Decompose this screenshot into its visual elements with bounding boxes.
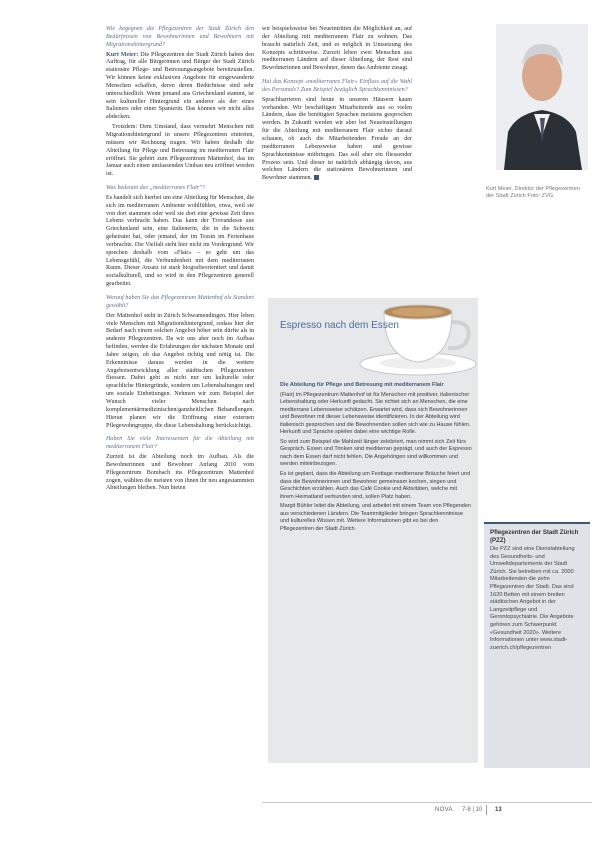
organization-sidebar (484, 522, 590, 768)
answer: Es handelt sich hierbei um eine Abteilung für Menschen, die sich im mediterranen Ambiente wohlfühlen, etwa, weil sie von dort stammen oder weil sie dort eine gewisse Zeit ihres Lebens verbracht haben. Das kann der Trovandesse aus Griechenland sein, eine Italienerin, die in die Schweiz geheiratet hat, oder jemand, der im Tessin im Ferienhaus verbrachte. Die Vielfalt steht hier nicht im Vordergrund. Wir sprechen deshalb vom «Flair» – es geht um das Lebensgefühl, die Verbundenheit mit dem mediterranen Raum. Dieser Ansatz ist stark biografieorientiert und damit sozialkulturell, und so wird in den Pflegezentren generell gearbeitet. (106, 194, 254, 288)
question: Was bedeutet das „mediterranes Flair"? (106, 185, 205, 192)
footer-issue: 7-8 | 10 (462, 807, 483, 813)
box-lead: Die Abteilung für Pflege und Betreuung mit mediterranem Flair (280, 382, 444, 388)
answer: Der Mattenhof steht in Zürich Schwamendingen. Hier leben viele Menschen mit Migrationshintergrund, sodass hier der Bedarf nach einem solchen Angebot höher sein dürfte als in anderen Pflegezentren. Da wir uns aber noch im Aufbau befinden, werden die Erfahrungen der nächsten Monate und Jahre zeigen, ob das Angebot richtig und nötig ist. Die Erkenntnisse daraus werden in die weitere Angebotsentwicklung aller städtischen Pflegezentren fliessen. Dabei geht es nicht nur um kulturelle oder sprachliche Hintergründe, sondern um Lebenshaltungen und um soziale Einbettungen. Nehmen wir zum Beispiel der Wunsch vieler Menschen nach komplementärmedizinischen/ganzheitlichen Behandlungen. Hieran planen wir die Eröffnung einer externen Pflegewohngruppe, die diese Lebenshaltung berücksichtigt. (106, 312, 254, 429)
photo-caption: Kurt Meier, Direktor der Pflegezentren der Stadt Zürich Foto: ZVG (486, 186, 580, 200)
box-title: Espresso nach dem Essen (280, 320, 399, 331)
box-body (280, 382, 472, 535)
box-paragraph: Es ist geplant, dass die Abteilung um Festtage mediterrane Bräuche feiert und dass die Bewohnerinnen und Bewohner gemeinsam kochen, singen und Geschichten erzählen. Auch das Café Cookie und Aktivitäten, welche mit ihrem Heimatland verbunden sind, sollen Platz haben. (280, 471, 471, 500)
question: Hat das Konzept «mediterranes Flair» Einfluss auf die Wahl des Personals? Zum Beispiel bezüglich Sprachkenntnissen? (262, 79, 412, 93)
box-paragraph: (Flair) im Pflegezentrum Mattenhof ist für Menschen mit positiver, italienischer Lebenshaltung oder Herkunft gedacht. Sie richtet sich an Menschen, die eine mediterrane Lebensweise schätzen. Erwartet wird, dass sich Bewohnerinnen und Bewohner mit dieser Lebensweise identifizieren. In der Abteilung wird italienisch gesprochen und die Bewohnenden sollen sich wie zu Hause fühlen. Herkunft und Sprache spielen dabei eine wichtige Rolle. (280, 391, 471, 436)
page-number: 13 (495, 807, 502, 813)
sidebar-title: Pflegezentren der Stadt Zürich (PZZ) (490, 529, 579, 544)
box-paragraph: Margit Bühler leitet die Abteilung, und arbeitet mit einem Team von Pflegenden aus verschiedenen Ländern. Die Teammitglieder bringen Sprachkenntnisse und kulturelles Wissen mit. Weitere Informationen gibt es bei den Pflegezentren der Stadt Zürich. (280, 503, 471, 532)
answer (106, 52, 254, 123)
sidebar-body: Die PZZ sind eine Dienstabteilung des Gesundheits- und Umweltdepartements der Stadt Zürich. Sie betreiben mit ca. 2000 Mitarbeitenden die zehn Pflegezentren der Stadt. Das sind 1620 Betten mit einem breiten städtischen Angebot in der Langzeitpflege und Gerontopsychiatrie. Die Angebote gehören zum Schwerpunkt «Gesundheit 2020». Weitere Informationen unter www.stadt-zuerich.ch/pflegezentren (490, 546, 575, 651)
footer-rule (262, 802, 592, 803)
footer-separator (486, 805, 487, 815)
question: Worauf haben Sie das Pflegezentrum Mattenhof als Standort gewählt? (106, 295, 254, 309)
info-box (268, 298, 478, 763)
box-paragraph: So wird zum Beispiel die Mahlzeit länger zelebriert, man nimmt sich Zeit fürs Gespräch. Essen und Trinken sind mediterran geprägt, und auch der Espresso nach dem Essen darf nicht fehlen. Die Angehörigen sind willkommen und werden miteinbezogen. (280, 438, 472, 468)
answer-text: Sprachbarrieren sind heute in unseren Häusern kaum vorhanden. Wir beschäftigen Mitarbeitende aus so vielen Ländern, dass die benötigten Sprachen meistens gesprochen werden. In Zukunft werden wir aber bei Neueinstellungen für die Abteilung mit mediterranem Flair sicher darauf schauen, ob auch die Mitarbeitenden Freude an der mediterranen Lebensweise haben und gewisse Sprachkenntnisse mitbringen. Das soll aber ein fliessender Prozess sein. Und dieser ist natürlich abhängig davon, aus welchen Ländern die stationären Bewohnerinnen und Bewohner stammen. (262, 96, 412, 182)
speaker-name: Kurt Meier: (106, 51, 139, 58)
footer-magazine-name: NOVA (435, 807, 453, 813)
portrait-image (496, 24, 588, 170)
question: Wie begegnen die Pflegezentren der Stadt Zürich den Bedürfnissen von Bewohnerinnen und Bewohnern mit Migrationshintergrund? (106, 26, 254, 48)
question: Haben Sie viele Interessenten für die Abteilung mit mediterranem Flair? (106, 436, 254, 451)
end-mark-icon (314, 175, 319, 180)
answer-text: Die Pflegezentren der Stadt Zürich haben den Auftrag, für alle Bürgerinnen und Bürger der Stadt Zürich stationäre Pflege- und Betreuungsangebote bereitzustellen. Wir können keine exklusiven Angebote für eingewanderte Menschen schaffen, deren deren Bedürfnisse sind sehr unterschiedlich. Wenn jemand aus Griechenland stammt, ist sein kultureller Hintergrund ein anderer als der eines Italieners oder einer Spanierin. Das können wir nicht alles abdecken. (106, 51, 254, 121)
portrait-photo (496, 24, 588, 170)
answer (262, 97, 412, 183)
paragraph: Trotzdem: Dem Umstand, dass vermehrt Menschen mit Migrationshintergrund in unsere Pflegezentren eintreten, müssen wir Rechnung tragen. Wir haben deshalb die Abteilung für Pflege und Betreuung im mediterranen Flair eröffnet. Sie gehört zum Pflegezentrum Mattenhof, das im Januar auch einen umfassenden Umbau neu eröffnet worden ist. (106, 124, 254, 178)
interview-column-1 (106, 26, 254, 495)
paragraph: wir beispielsweise bei Neueintritten die Möglichkeit an, auf der Abteilung mit mediterranem Flair zu wohnen. Das braucht natürlich Zeit, und es möglich in Umsetzung des Konzepts schrittweise. Zurzeit leben zwei Menschen aus mediterranen Ländern auf dieser Abteilung, der Rest sind Bewohnerinnen und Bewohner, denen das Ambiente zusagt. (262, 26, 412, 72)
espresso-cup-icon (348, 290, 478, 382)
interview-column-2 (262, 26, 412, 185)
answer: Zurzeit ist die Abteilung noch im Aufbau. Als die Bewohnerinnen und Bewohner Anfang 2010 vom Pflegezentrum Bombach ins Pflegezentrum Mattenhof zogen, wählten die meisten von ihnen ihr neu angestammten Abteilungen bleiben. Nun bieten (106, 454, 254, 492)
